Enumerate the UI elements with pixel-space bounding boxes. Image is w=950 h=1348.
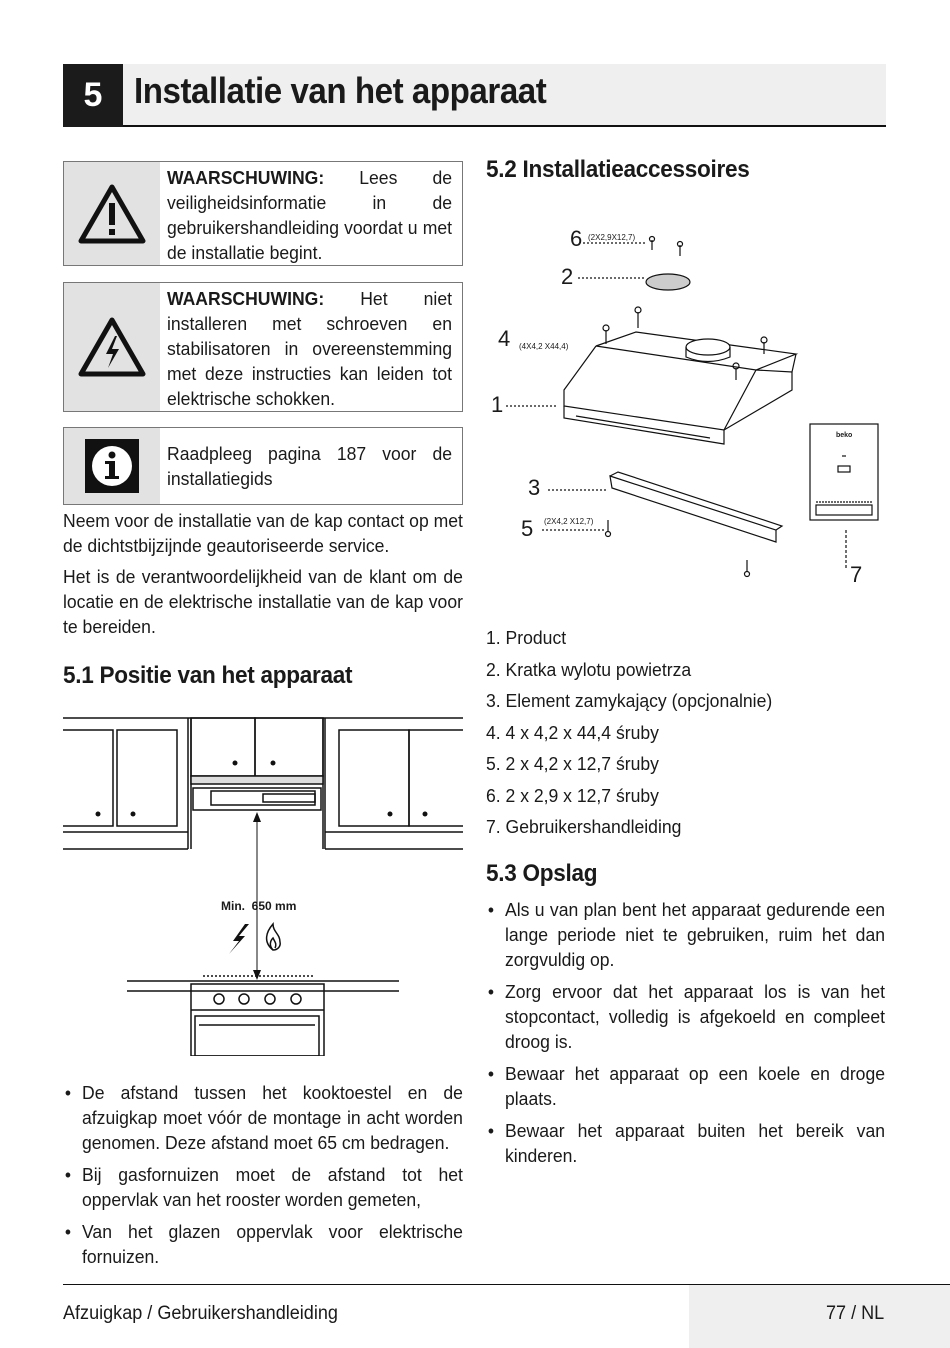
list-item: • Bewaar het apparaat op een koele en droge plaats. (486, 1061, 885, 1111)
callout-6: 6 (570, 226, 583, 251)
section-title-accessoires: 5.2 Installatieaccessoires (486, 156, 750, 183)
section-title-positie: 5.1 Positie van het apparaat (63, 662, 353, 689)
position-bullet-list (63, 1080, 463, 1276)
list-item: 4. 4 x 4,2 x 44,4 śruby (486, 721, 659, 743)
list-item: • De afstand tussen het kooktoestel en de afzuigkap moet vóór de montage in acht worden genomen. Deze afstand moet 65 cm bedragen. (63, 1080, 463, 1155)
warning-text: Lees de veiligheidsinformatie in de gebruikershandleiding voordat u met de installatie begint. (167, 167, 452, 263)
info-text: Raadpleeg pagina 187 voor de installatiegids (167, 443, 452, 489)
warning-text: Het niet installeren met schroeven en stabilisatoren in overeenstemming met deze instructies kan leiden tot elektrische schokken. (167, 288, 452, 409)
list-item: • Als u van plan bent het apparaat gedurende een lange periode niet te gebruiken, ruim het dan zorgvuldig op. (486, 897, 885, 972)
list-item: 2. Kratka wylotu powietrza (486, 658, 692, 680)
list-item: • Bij gasfornuizen moet de afstand tot het oppervlak van het rooster worden gemeten, (63, 1162, 463, 1212)
accessories-list (486, 622, 772, 843)
chapter-title: Installatie van het apparaat (134, 70, 547, 111)
list-item: 1. Product (486, 627, 567, 648)
hood-position-diagram (63, 716, 463, 1056)
callout-5-spec: (2X4,2 X12,7) (544, 517, 594, 526)
chapter-number: 5 (63, 64, 123, 127)
footer-page-number: 77 / NL (826, 1303, 885, 1324)
callout-7: 7 (850, 562, 863, 587)
list-item: 3. Element zamykający (opcjonalnie) (486, 690, 773, 711)
warning-label: WAARSCHUWING: (167, 167, 325, 188)
accessories-diagram (486, 220, 886, 590)
list-item: 7. Gebruikershandleiding (486, 816, 682, 837)
callout-4: 4 (498, 326, 511, 351)
min-distance-label: Min. 650 mm (221, 899, 297, 913)
intro-paragraph: Het is de verantwoordelijkheid van de klant om de locatie en de elektrische installatie van de kap voor te bereiden. (63, 566, 463, 637)
storage-bullet-list (486, 897, 885, 1175)
callout-2: 2 (561, 264, 574, 289)
warning-note-electric (63, 282, 463, 412)
warning-triangle-icon (64, 162, 160, 265)
callout-6-spec: (2X2,9X12,7) (588, 233, 636, 242)
list-item: • Bewaar het apparaat buiten het bereik van kinderen. (486, 1118, 885, 1168)
list-item: 6. 2 x 2,9 x 12,7 śruby (486, 784, 659, 806)
electric-hazard-icon (64, 283, 160, 411)
list-item: • Zorg ervoor dat het apparaat los is van het stopcontact, volledig is afgekoeld en compleet droog is. (486, 979, 885, 1054)
footer-page-box (689, 1285, 950, 1348)
info-note (63, 427, 463, 505)
callout-5: 5 (521, 516, 534, 541)
section-title-opslag: 5.3 Opslag (486, 860, 598, 887)
intro-paragraph: Neem voor de installatie van de kap contact op met de dichtstbijzijnde geautoriseerde service. (63, 510, 463, 556)
warning-label: WAARSCHUWING: (167, 288, 325, 309)
info-icon (64, 428, 160, 504)
callout-3: 3 (528, 475, 541, 500)
list-item: 5. 2 x 4,2 x 12,7 śruby (486, 753, 659, 774)
warning-note-safety (63, 161, 463, 266)
callout-1: 1 (491, 392, 504, 417)
callout-4-spec: (4X4,2 X44,4) (519, 342, 569, 351)
manual-brand-logo: beko (836, 432, 853, 439)
footer-document-title: Afzuigkap / Gebruikershandleiding (63, 1303, 338, 1324)
list-item: • Van het glazen oppervlak voor elektrische fornuizen. (63, 1219, 463, 1269)
